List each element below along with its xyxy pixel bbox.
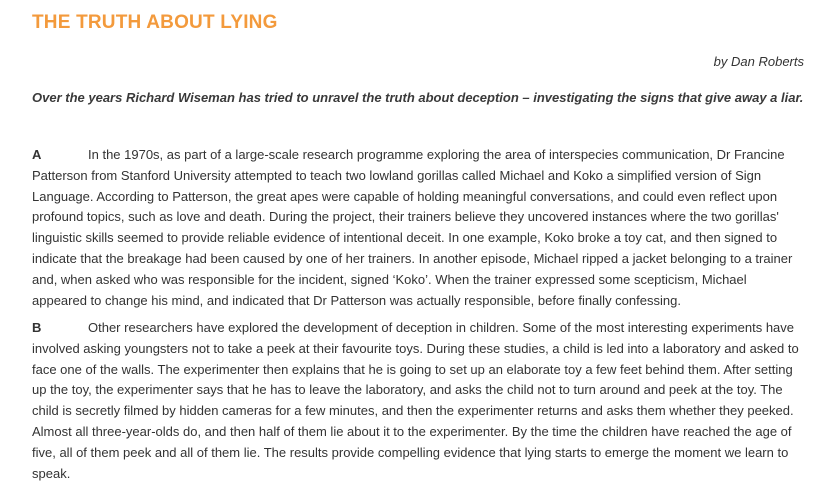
paragraph-b <box>32 318 804 484</box>
article-intro: Over the years Richard Wiseman has tried to unravel the truth about deception – investigating the signs that give away a liar. <box>32 90 804 105</box>
article-byline: by Dan Roberts <box>713 54 804 69</box>
paragraph-text: Other researchers have explored the development of deception in children. Some of the most interesting experiments have involved asking youngsters not to take a peek at their favourite toys. During these studies, a child is led into a laboratory and asked to face one of the walls. The experimenter then explains that he is going to set up an elaborate toy a few feet behind them. After setting up the toy, the experimenter says that he has to leave the laboratory, and asks the child not to turn around and peek at the toy. The child is secretly filmed by hidden cameras for a few minutes, and then the experimenter returns and asks them whether they peeked. Almost all three-year-olds do, and then half of them lie about it to the experimenter. By the time the children have reached the age of five, all of them peek and all of them lie. The results provide compelling evidence that lying starts to emerge the moment we learn to speak. <box>32 320 799 481</box>
paragraph-letter: B <box>32 320 42 335</box>
paragraph-letter: A <box>32 147 42 162</box>
paragraph-a <box>32 145 804 311</box>
paragraph-text: In the 1970s, as part of a large-scale research programme exploring the area of interspecies communication, Dr Francine Patterson from Stanford University attempted to teach two lowland gorillas called Michael and Koko a simplified version of Sign Language. According to Patterson, the great apes were capable of holding meaningful conversations, and could even reflect upon profound topics, such as love and death. During the project, their trainers believe they uncovered instances where the two gorillas' linguistic skills seemed to provide reliable evidence of intentional deceit. In one example, Koko broke a toy cat, and then signed to indicate that the breakage had been caused by one of her trainers. In another episode, Michael ripped a jacket belonging to a trainer and, when asked who was responsible for the incident, signed ‘Koko’. When the trainer expressed some scepticism, Michael appeared to change his mind, and indicated that Dr Patterson was actually responsible, before finally confessing. <box>32 147 793 308</box>
article-title: THE TRUTH ABOUT LYING <box>32 12 278 33</box>
